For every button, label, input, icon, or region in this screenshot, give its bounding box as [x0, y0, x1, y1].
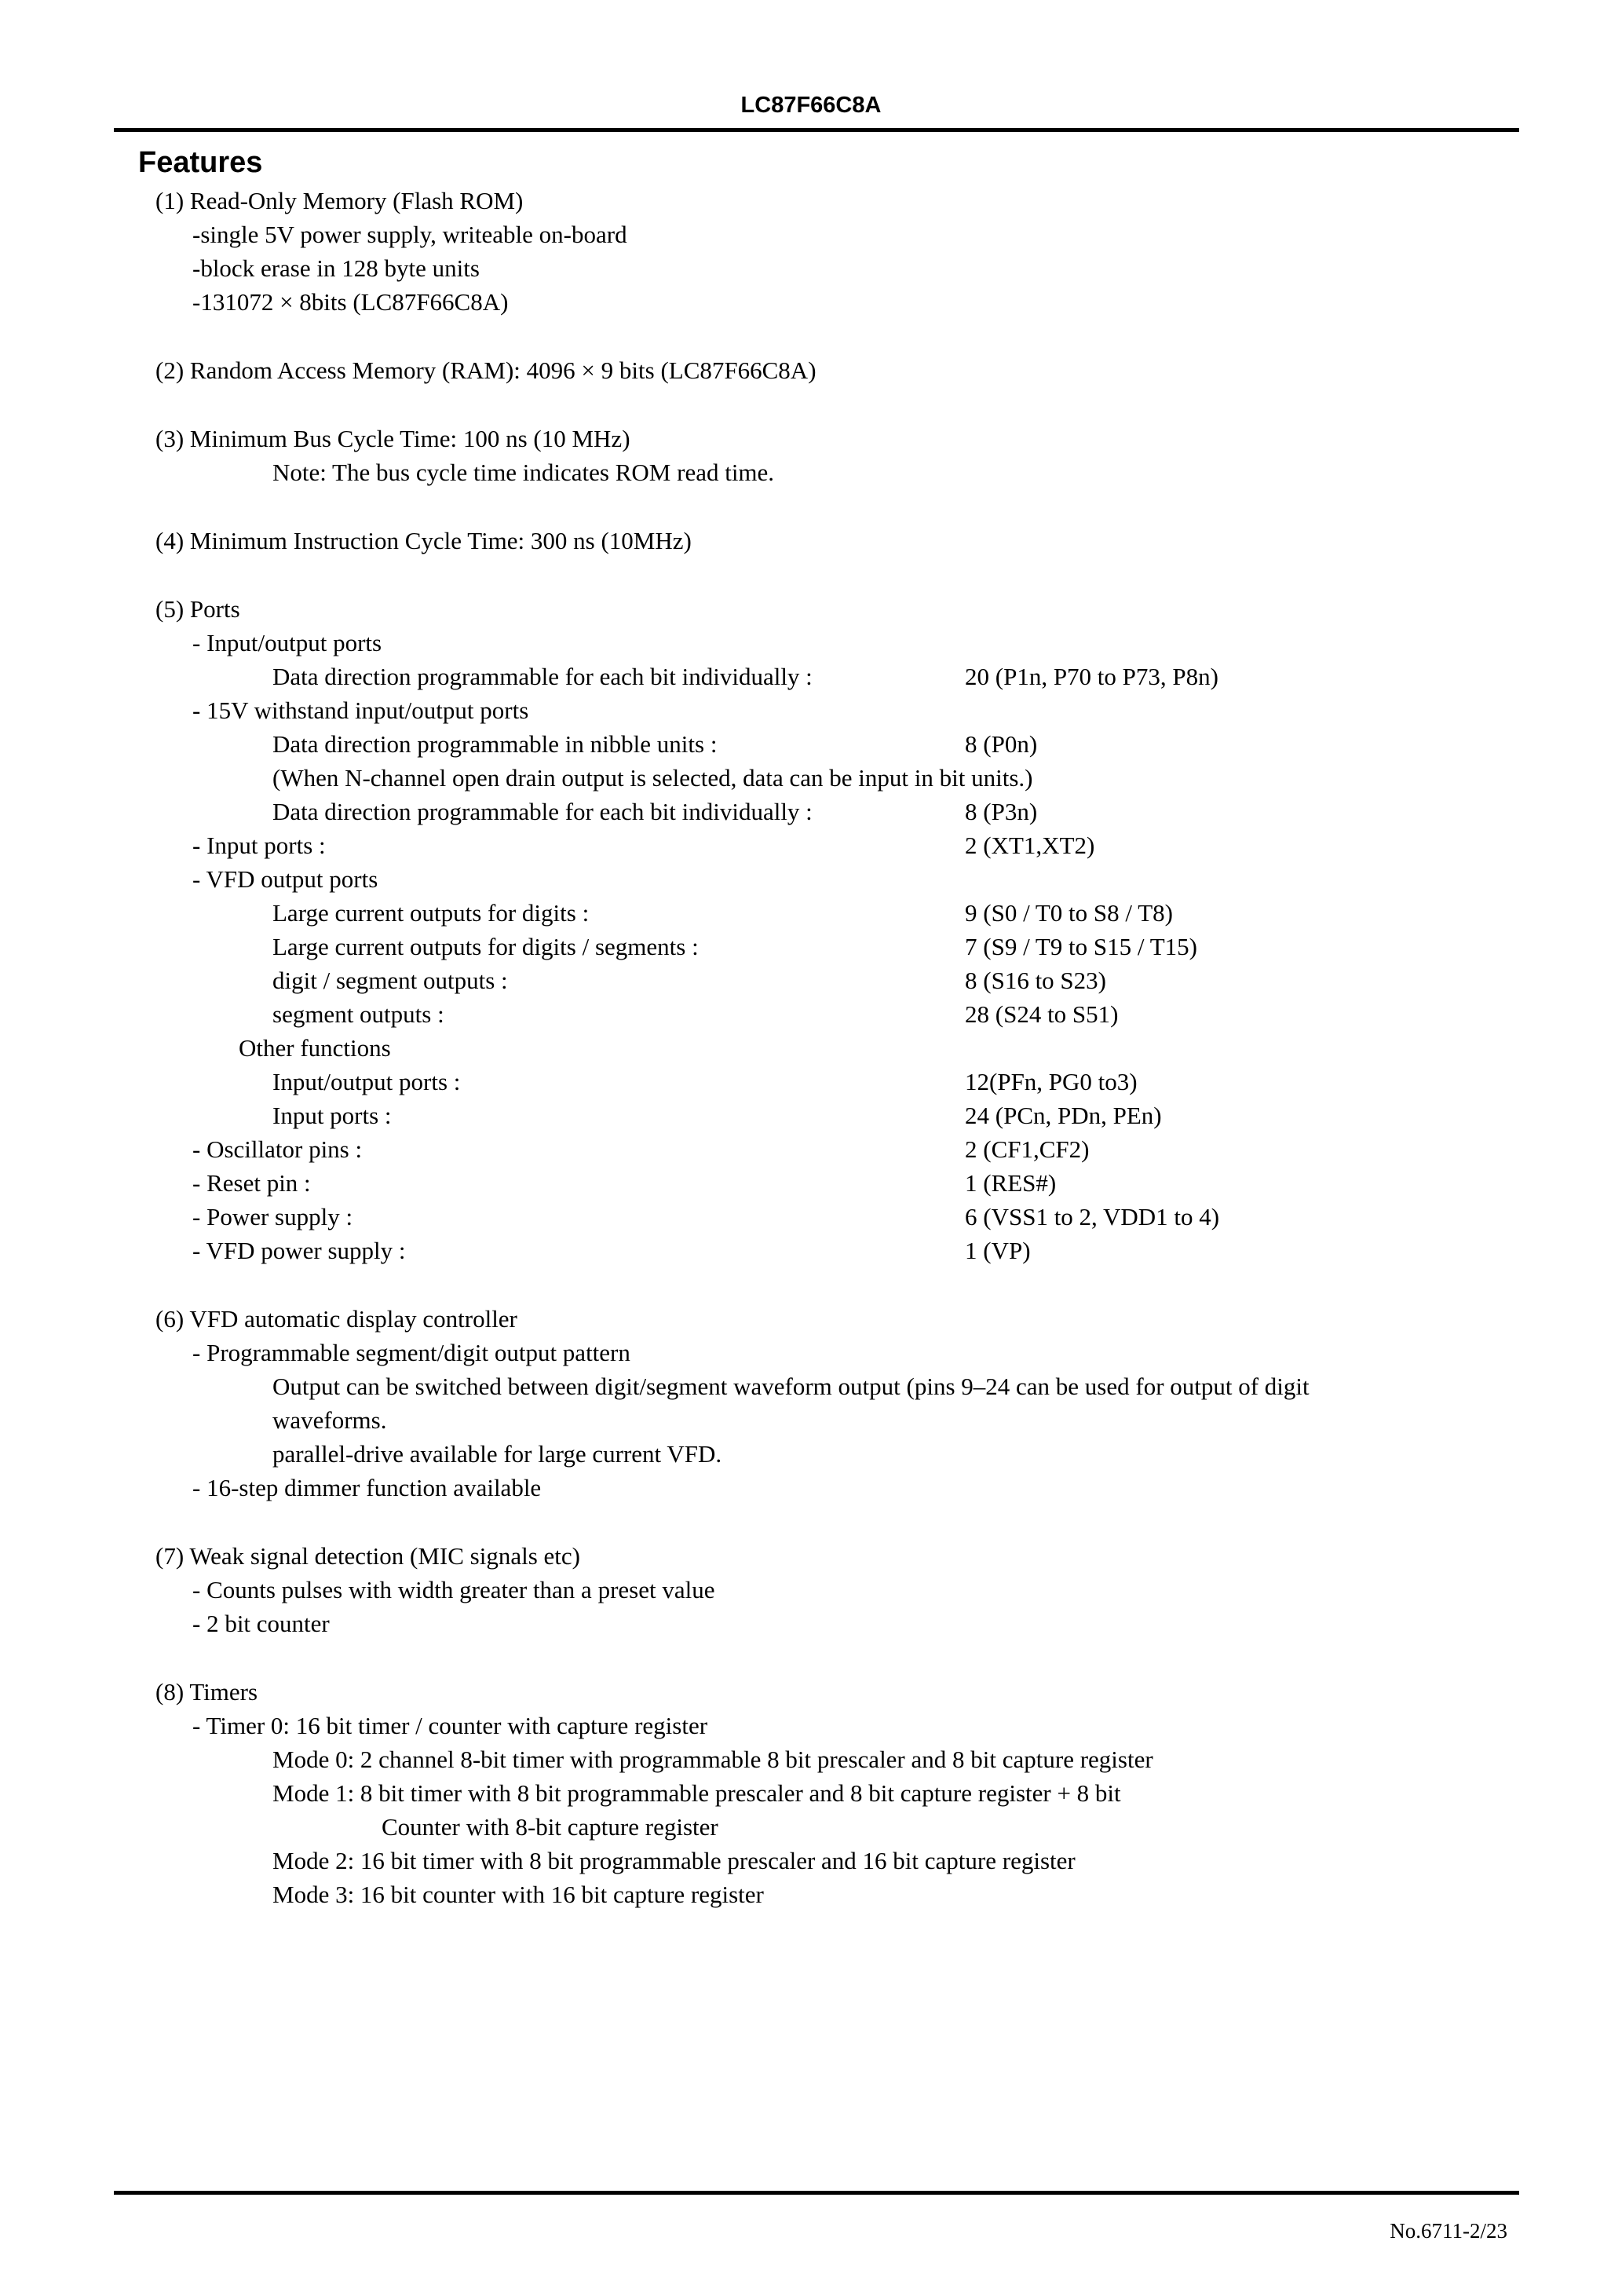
- ports-io-desc: Data direction programmable for each bit individually :: [272, 663, 813, 690]
- ports-large-digit-seg-value: 7 (S9 / T9 to S15 / T15): [965, 933, 1197, 960]
- item-weak-title: (7) Weak signal detection (MIC signals etc): [155, 1542, 581, 1570]
- ports-digit-seg-desc: digit / segment outputs :: [272, 967, 508, 994]
- ports-other-io-value: 12(PFn, PG0 to3): [965, 1068, 1138, 1095]
- header-rule: [114, 128, 1519, 132]
- ports-bit-value: 8 (P3n): [965, 798, 1038, 825]
- item-bus-title: (3) Minimum Bus Cycle Time: 100 ns (10 MHz): [155, 425, 630, 452]
- timers-mode2: Mode 2: 16 bit timer with 8 bit programmable prescaler and 16 bit capture register: [272, 1847, 1076, 1874]
- ports-reset-label: - Reset pin :: [192, 1169, 311, 1197]
- vfd-desc-1: Output can be switched between digit/segment waveform output (pins 9–24 can be used for output of digit: [272, 1373, 1310, 1400]
- ports-vfd-power-value: 1 (VP): [965, 1237, 1031, 1264]
- ports-input-label: - Input ports :: [192, 832, 326, 859]
- timers-mode1-cont: Counter with 8-bit capture register: [382, 1813, 718, 1841]
- ports-nibble-value: 8 (P0n): [965, 730, 1038, 758]
- rom-line-1: -single 5V power supply, writeable on-board: [192, 221, 627, 248]
- page-number: No.6711-2/23: [1390, 2219, 1507, 2243]
- ports-other-heading: Other functions: [239, 1034, 391, 1062]
- timers-mode3: Mode 3: 16 bit counter with 16 bit capture register: [272, 1881, 764, 1908]
- ports-vfd-heading: - VFD output ports: [192, 865, 378, 893]
- vfd-desc-3: parallel-drive available for large current VFD.: [272, 1440, 722, 1468]
- footer-rule: [114, 2191, 1519, 2195]
- vfd-desc-2: waveforms.: [272, 1406, 387, 1434]
- ports-large-digit-seg-desc: Large current outputs for digits / segments :: [272, 933, 699, 960]
- ports-power-value: 6 (VSS1 to 2, VDD1 to 4): [965, 1203, 1220, 1230]
- ports-seg-desc: segment outputs :: [272, 1000, 444, 1028]
- rom-line-2: -block erase in 128 byte units: [192, 254, 480, 282]
- item-rom-title: (1) Read-Only Memory (Flash ROM): [155, 187, 524, 214]
- page-header-part-number: LC87F66C8A: [740, 93, 882, 118]
- vfd-dimmer: - 16-step dimmer function available: [192, 1474, 542, 1501]
- rom-line-3: -131072 × 8bits (LC87F66C8A): [192, 288, 509, 316]
- ports-digit-seg-value: 8 (S16 to S23): [965, 967, 1106, 994]
- timers-mode1: Mode 1: 8 bit timer with 8 bit programmable prescaler and 8 bit capture register + 8 bit: [272, 1779, 1121, 1807]
- ports-bit-desc: Data direction programmable for each bit individually :: [272, 798, 813, 825]
- item-timers-title: (8) Timers: [155, 1678, 258, 1706]
- ports-nchannel-note: (When N-channel open drain output is selected, data can be input in bit units.): [272, 764, 1033, 792]
- weak-line-2: - 2 bit counter: [192, 1610, 330, 1637]
- ports-io-heading: - Input/output ports: [192, 629, 382, 656]
- ports-15v-heading: - 15V withstand input/output ports: [192, 696, 529, 724]
- item-vfd-title: (6) VFD automatic display controller: [155, 1305, 517, 1333]
- timers-mode0: Mode 0: 2 channel 8-bit timer with programmable 8 bit prescaler and 8 bit capture register: [272, 1746, 1153, 1773]
- ports-power-label: - Power supply :: [192, 1203, 353, 1230]
- weak-line-1: - Counts pulses with width greater than a preset value: [192, 1576, 715, 1603]
- ports-io-value: 20 (P1n, P70 to P73, P8n): [965, 663, 1218, 690]
- item-ram-title: (2) Random Access Memory (RAM): 4096 × 9 bits (LC87F66C8A): [155, 356, 816, 384]
- ports-reset-value: 1 (RES#): [965, 1169, 1057, 1197]
- vfd-pattern: - Programmable segment/digit output pattern: [192, 1339, 630, 1366]
- ports-input-value: 2 (XT1,XT2): [965, 832, 1095, 859]
- ports-large-digit-desc: Large current outputs for digits :: [272, 899, 590, 927]
- item-instr-title: (4) Minimum Instruction Cycle Time: 300 ns (10MHz): [155, 527, 692, 554]
- ports-nibble-desc: Data direction programmable in nibble units :: [272, 730, 718, 758]
- ports-large-digit-value: 9 (S0 / T0 to S8 / T8): [965, 899, 1173, 927]
- ports-other-in-desc: Input ports :: [272, 1102, 392, 1129]
- ports-osc-label: - Oscillator pins :: [192, 1135, 363, 1163]
- section-title: Features: [138, 146, 263, 179]
- ports-osc-value: 2 (CF1,CF2): [965, 1135, 1090, 1163]
- ports-seg-value: 28 (S24 to S51): [965, 1000, 1119, 1028]
- bus-note: Note: The bus cycle time indicates ROM read time.: [272, 459, 775, 486]
- ports-vfd-power-label: - VFD power supply :: [192, 1237, 406, 1264]
- ports-other-in-value: 24 (PCn, PDn, PEn): [965, 1102, 1162, 1129]
- timers-timer0: - Timer 0: 16 bit timer / counter with capture register: [192, 1712, 708, 1739]
- ports-other-io-desc: Input/output ports :: [272, 1068, 461, 1095]
- item-ports-title: (5) Ports: [155, 595, 240, 623]
